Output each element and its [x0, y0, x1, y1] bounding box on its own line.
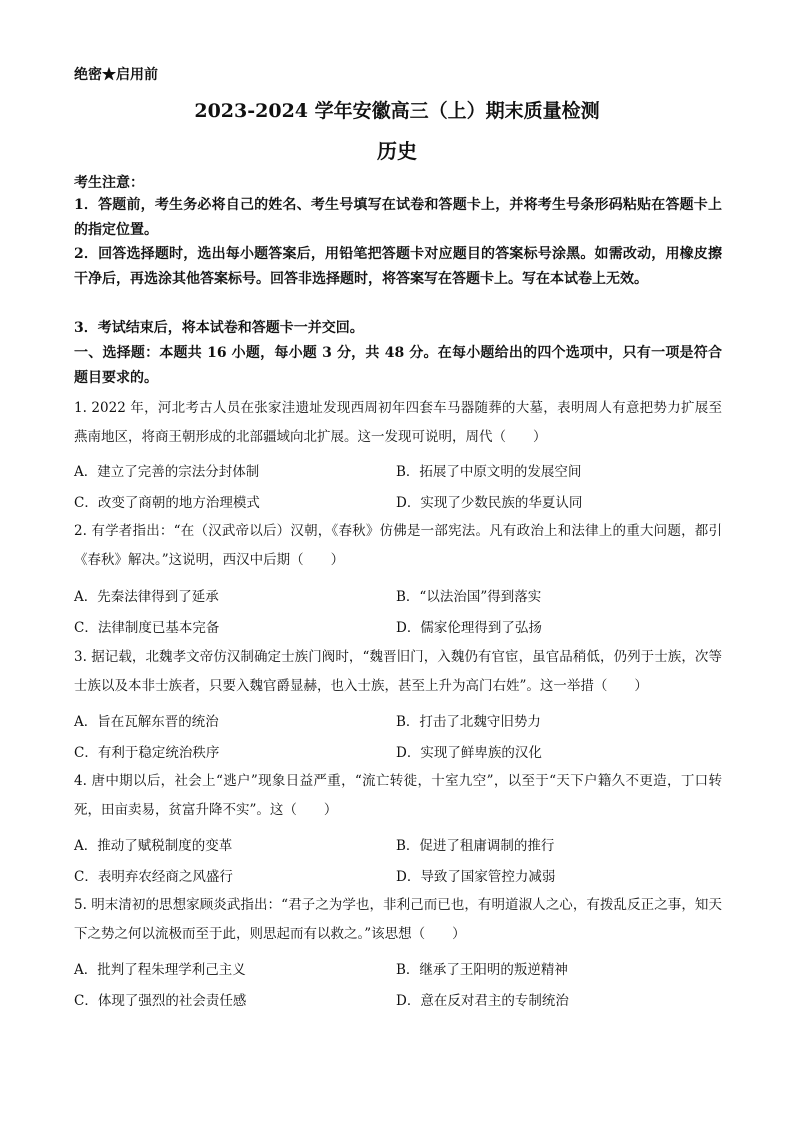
question-4-option-d: D．导致了国家管控力减弱 [396, 869, 556, 885]
question-5-option-a: A．批判了程朱理学利己主义 [74, 962, 246, 978]
question-3-option-d: D．实现了鲜卑族的汉化 [396, 745, 542, 761]
question-2-stem: 2. 有学者指出：“在（汉武帝以后）汉朝，《春秋》仿佛是一部宪法。凡有政治上和法律上的重大问题，都引《春秋》解决。”这说明，西汉中后期（ ） [74, 523, 722, 568]
question-1-option-b: B．拓展了中原文明的发展空间 [396, 464, 582, 480]
question-2-option-a: A．先秦法律得到了延承 [74, 589, 219, 605]
exam-title: 2023-2024 学年安徽高三（上）期末质量检测 [194, 100, 600, 122]
question-2-option-b: B．“以法治国”得到落实 [396, 589, 542, 605]
question-5-option-d: D．意在反对君主的专制统治 [396, 993, 569, 1009]
section-heading: 一、选择题：本题共 16 小题，每小题 3 分，共 48 分。在每小题给出的四个选项中，只有一项是符合题目要求的。 [74, 345, 722, 386]
question-3-stem: 3. 据记载，北魏孝文帝仿汉制确定士族门阀时，“魏晋旧门，入魏仍有官宦，虽官品稍低，仍列于士族，次等士族以及本非士族者，只要入魏官爵显赫，也入士族，甚至上升为高门右姓”。这一举措（ ） [74, 649, 722, 694]
question-4-option-b: B．促进了租庸调制的推行 [396, 838, 555, 854]
question-2-option-c: C．法律制度已基本完备 [74, 620, 220, 636]
subject-title: 历史 [377, 139, 417, 163]
secret-mark: 绝密★启用前 [74, 67, 158, 83]
notice-item-3: 3．考试结束后，将本试卷和答题卡一并交回。 [74, 320, 364, 336]
notice-heading: 考生注意： [74, 175, 144, 191]
question-1-option-d: D．实现了少数民族的华夏认同 [396, 495, 583, 511]
question-1-option-a: A．建立了完善的宗法分封体制 [74, 464, 260, 480]
question-5-option-b: B．继承了王阳明的叛逆精神 [396, 962, 568, 978]
question-5-stem: 5. 明末清初的思想家顾炎武指出：“君子之为学也，非利己而已也，有明道淑人之心，有拨乱反正之事，知天下之势之何以流极而至于此，则思起而有以救之。”该思想（ ） [74, 897, 722, 942]
notice-item-1: 1．答题前，考生务必将自己的姓名、考生号填写在试卷和答题卡上，并将考生号条形码粘贴在答题卡上的指定位置。 [74, 197, 722, 238]
question-4-option-a: A．推动了赋税制度的变革 [74, 838, 233, 854]
question-1-stem: 1. 2022 年，河北考古人员在张家洼遗址发现西周初年四套车马器随葬的大墓，表明周人有意把势力扩展至燕南地区，将商王朝形成的北部疆域向北扩展。这一发现可说明，周代（ ） [74, 400, 722, 445]
question-3-option-b: B．打击了北魏守旧势力 [396, 714, 541, 730]
question-5-option-c: C．体现了强烈的社会责任感 [74, 993, 247, 1009]
question-4-stem: 4. 唐中期以后，社会上“逃户”现象日益严重，“流亡转徙，十室九空”，以至于“天下户籍久不更造，丁口转死，田亩卖易，贫富升降不实”。这（ ） [74, 773, 722, 818]
question-3-option-a: A．旨在瓦解东晋的统治 [74, 714, 219, 730]
question-2-option-d: D．儒家伦理得到了弘扬 [396, 620, 542, 636]
question-4-option-c: C．表明弃农经商之风盛行 [74, 869, 233, 885]
notice-item-2: 2．回答选择题时，选出每小题答案后，用铅笔把答题卡对应题目的答案标号涂黑。如需改动，用橡皮擦干净后，再选涂其他答案标号。回答非选择题时，将答案写在答题卡上。写在本试卷上无效。 [74, 246, 722, 287]
question-1-option-c: C．改变了商朝的地方治理模式 [74, 495, 260, 511]
question-3-option-c: C．有利于稳定统治秩序 [74, 745, 220, 761]
